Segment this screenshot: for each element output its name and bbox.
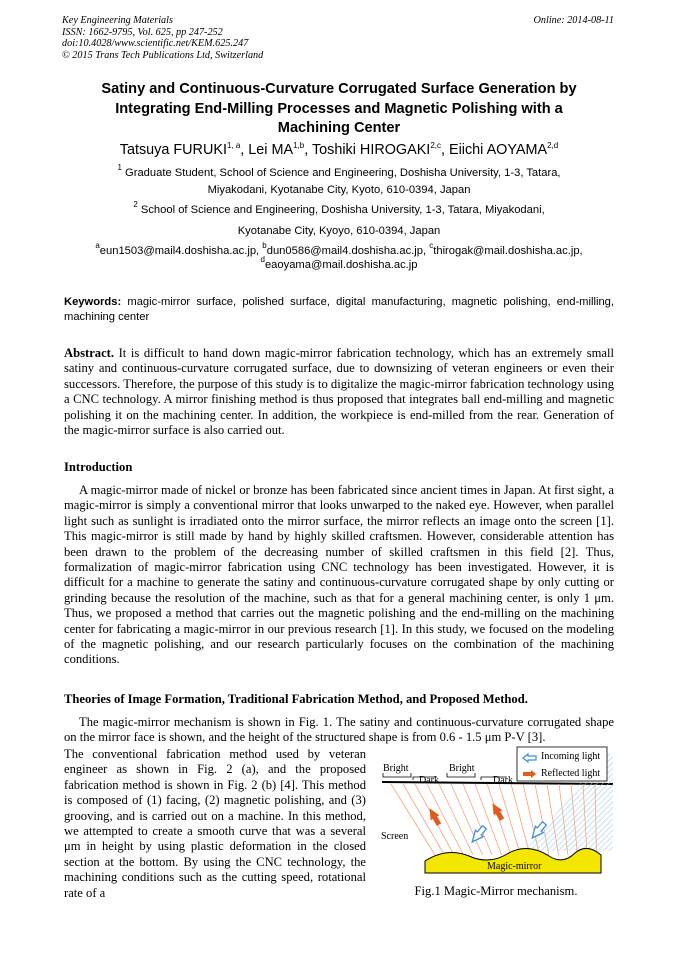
author-name: Eiichi AOYAMA	[448, 142, 548, 158]
affil-line: Kyotanabe City, Kyoyo, 610-0394, Japan	[237, 224, 441, 237]
issn: ISSN: 1662-9795, Vol. 625, pp 247-252	[62, 26, 223, 38]
online-date: Online: 2014-08-11	[533, 15, 614, 26]
journal-name: Key Engineering Materials	[62, 15, 173, 26]
author-name: Lei MA	[248, 142, 294, 158]
reflected-ray	[487, 784, 511, 855]
keywords	[64, 295, 614, 324]
reflected-arrow-icon	[425, 806, 443, 827]
paper-title	[62, 80, 616, 139]
figure-1-caption: Fig.1 Magic-Mirror mechanism.	[414, 884, 578, 898]
email-link[interactable]: eun1503@mail4.doshisha.ac.jp,	[99, 245, 260, 257]
author-sup: 1, a	[226, 141, 241, 150]
email-link[interactable]: dun0586@mail4.doshisha.ac.jp,	[266, 245, 427, 257]
screen-label: Screen	[381, 831, 409, 842]
introduction-text: A magic-mirror made of nickel or bronze has been fabricated since ancient times in Japan. At first sight, a magic-mirror is simply a conventional mirror that looks unwarped to the naked eye. However, when parallel light such as sunlight is irradiated onto the mirror surface, the mirror reflects an image onto the screen [1]. This magic-mirror is still made by hand by highly skilled craftsmen. However, considerable attention has been drawn to the problem of the decreasing number of skilled craftsmen in this field [2]. Thus, formalization of magic-mirror fabrication using CNC technology has been investigated. However, it is difficult for a machine to generate the satiny and continuous-curvature corrugated shape by only cutting or grinding because the resolution of the machine, such as that for a general machining center, is only 1 μm. Thus, we proposed a method that carries out the magnetic polishing and the end-milling on the machining center for fabricating a magic-mirror in our previous research [1]. In this study, we focused on the modeling of the magnetic polishing, and our research particularly focuses on the combination of the machining conditions.	[64, 483, 614, 667]
magic-mirror-diagram	[377, 743, 615, 903]
email-sup: a	[95, 241, 100, 250]
bright-label: Bright	[449, 763, 475, 774]
journal-header	[62, 15, 263, 61]
keywords-label: Keywords:	[64, 296, 122, 308]
author-sup: 2,c	[430, 141, 441, 150]
keywords-text: magic-mirror surface, polished surface, digital manufacturing, magnetic polishing, end-milling, machining center	[64, 296, 614, 323]
legend-incoming-label: Incoming light	[541, 751, 601, 762]
title-line: Integrating End-Milling Processes and Magnetic Polishing with a	[115, 100, 563, 117]
affil-line: Miyakodani, Kyotanabe City, Kyoto, 610-0394, Japan	[207, 183, 471, 196]
affil-line: Graduate Student, School of Science and Engineering, Doshisha University, 1-3, Tatara,	[125, 167, 561, 179]
reflected-ray	[427, 784, 464, 855]
dark-label: Dark	[419, 775, 439, 786]
email-sup: b	[262, 241, 267, 250]
title-line: Satiny and Continuous-Curvature Corrugated Surface Generation by	[101, 81, 577, 97]
affil-sup: 2	[133, 200, 138, 209]
email-list	[62, 241, 616, 272]
reflected-ray	[391, 784, 435, 855]
reflected-ray	[475, 784, 502, 855]
copyright: © 2015 Trans Tech Publications Ltd, Switzerland	[62, 49, 264, 61]
figure-1	[377, 743, 615, 903]
abstract-label: Abstract.	[64, 346, 115, 360]
theories-paragraph-2: The conventional fabrication method used by veteran engineer as shown in Fig. 2 (a), and the proposed fabrication method is shown in Fig. 2 (b) [4]. This method is composed of (1) facing, (2) magnetic polishing, and (3) grooving, and is carried out on a machine. In this method, we attempted to create a smooth curve that was a several μm in height by using plastic deformation in the closed section at the bottom. By using the CNC technology, the machining conditions such as the cutting speed, rotational rate of a	[64, 747, 366, 900]
affiliation-1	[62, 165, 616, 198]
affil-line: School of Science and Engineering, Doshisha University, 1-3, Tatara, Miyakodani,	[140, 204, 545, 216]
reflected-ray	[511, 784, 530, 855]
author-sup: 1,b	[293, 141, 305, 150]
doi: doi:10.4028/www.scientific.net/KEM.625.247	[62, 38, 249, 49]
email-sup: d	[260, 255, 265, 264]
author-list: Tatsuya FURUKI$^{1, a}$, Lei MA$^{1,b}$, Toshiki HIROGAKI$^{2,c}$, Eiichi AOYAMA$^{2,d}$	[119, 141, 559, 158]
bright-label: Bright	[383, 763, 409, 774]
affil-sup: 1	[117, 163, 122, 172]
author-sup: 2,d	[547, 141, 559, 150]
title-line: Machining Center	[277, 120, 401, 136]
email-link[interactable]: eaoyama@mail.doshisha.ac.jp	[264, 259, 418, 271]
abstract-text: It is difficult to hand down magic-mirror fabrication technology, which has an extremely small satiny and continuous-curvature corrugated surface, due to downsizing of veteran engineers or even their successors. Therefore, the purpose of this study is to digitalize the magic-mirror fabrication technology using a CNC technology. A mirror finishing method is thus proposed that integrates ball end-milling and magnetic polishing it on the machining center. In addition, the workpiece is end-milled from the rear. Generation of the magic-mirror surface is also carried out.	[64, 346, 614, 438]
dark-label: Dark	[493, 775, 513, 786]
abstract	[64, 346, 614, 438]
theories-paragraph-1: The magic-mirror mechanism is shown in Fig. 1. The satiny and continuous-curvature corrugated shape on the mirror face is shown, and the height of the structured shape is from 0.6 - 1.5 μm P-V [3].	[64, 715, 614, 745]
author-name: Tatsuya FURUKI	[119, 142, 227, 158]
section-heading-introduction: Introduction	[64, 460, 133, 474]
affiliation-2	[62, 202, 616, 239]
section-heading-theories: Theories of Image Formation, Traditional Fabrication Method, and Proposed Method.	[64, 692, 528, 706]
author-name: Toshiki HIROGAKI	[311, 142, 431, 158]
legend-reflected-label: Reflected light	[541, 768, 601, 779]
email-link[interactable]: thirogak@mail.doshisha.ac.jp,	[433, 245, 583, 257]
email-sup: c	[429, 241, 434, 250]
magic-mirror-label: Magic-mirror	[487, 861, 542, 872]
reflected-arrow-icon	[488, 801, 506, 822]
incoming-arrow-icon	[468, 824, 488, 845]
